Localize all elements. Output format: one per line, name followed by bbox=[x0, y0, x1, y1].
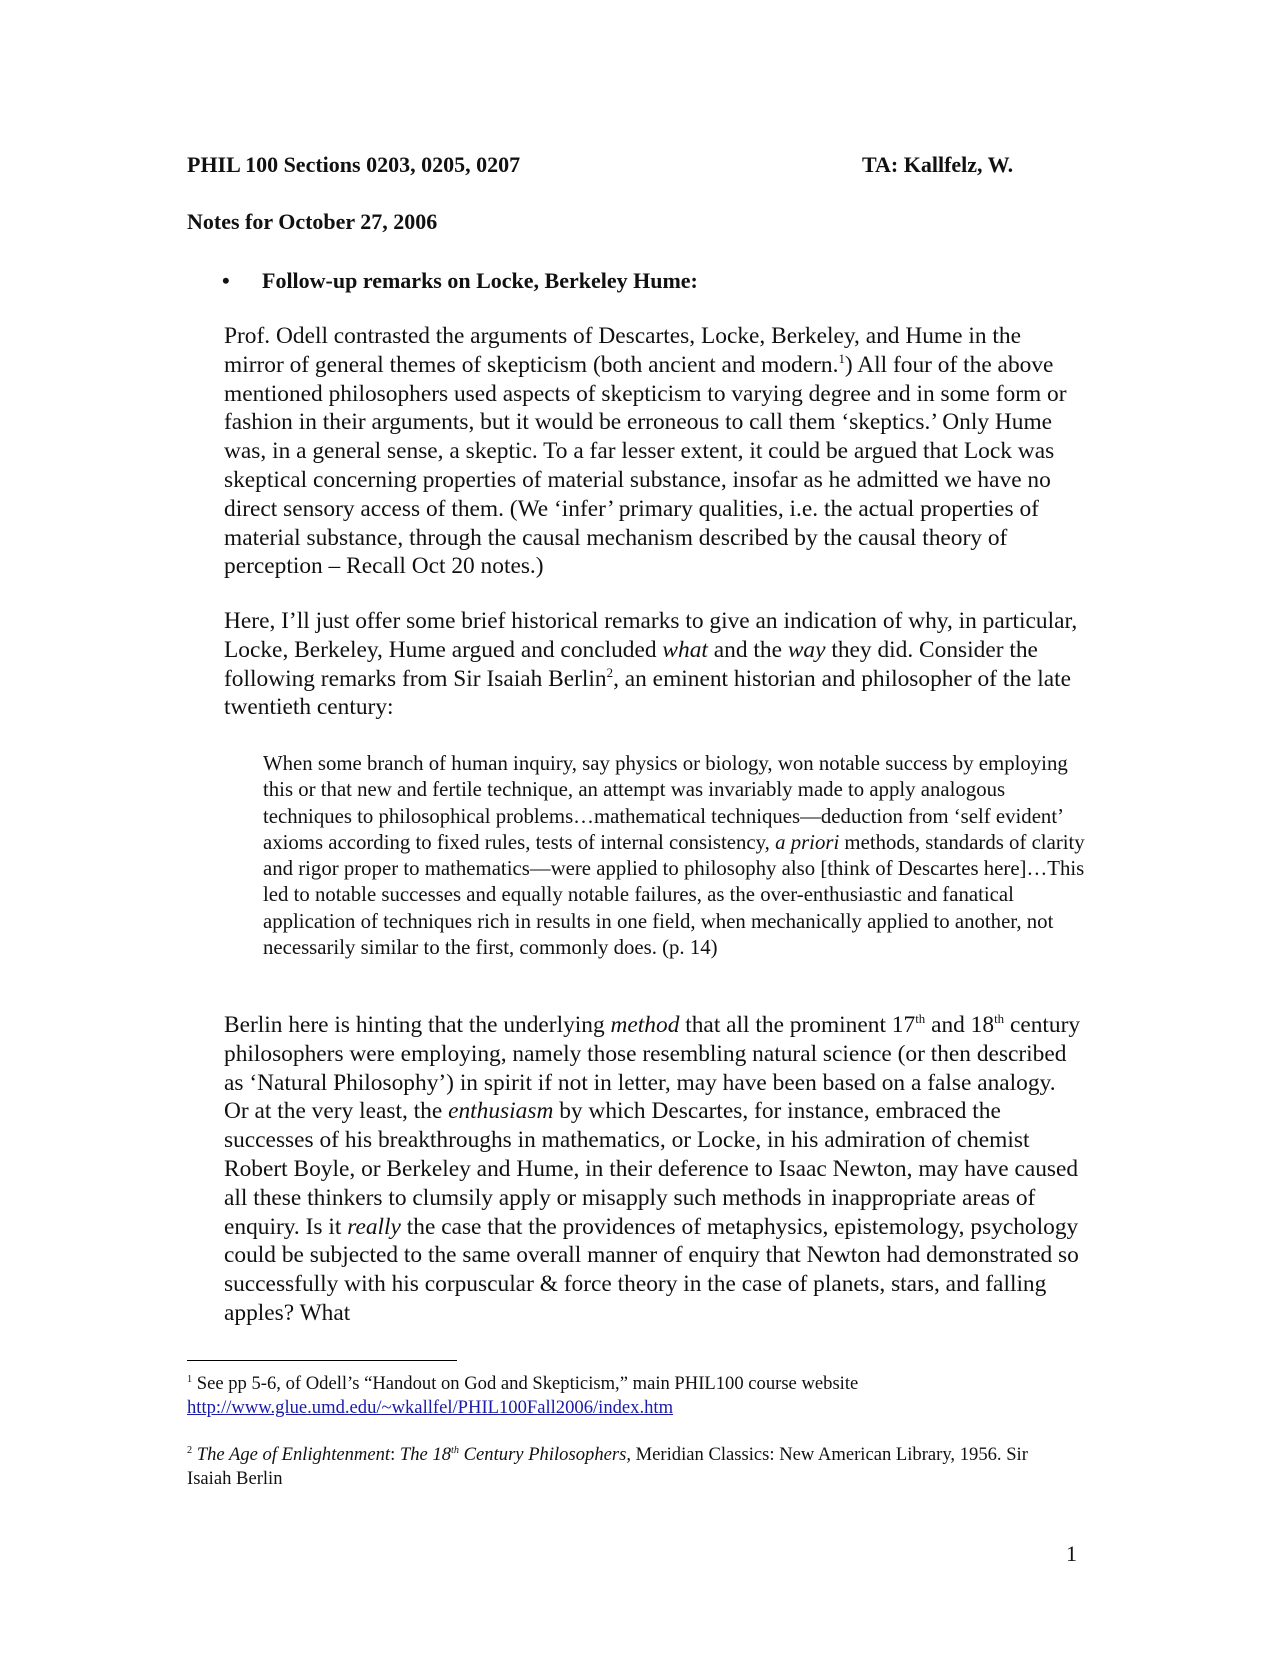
footnote-text: See pp 5-6, of Odell’s “Handout on God and Skepticism,” main PHIL100 course website bbox=[192, 1373, 859, 1394]
bullet-heading-text: Follow-up remarks on Locke, Berkeley Hume: bbox=[262, 268, 698, 293]
paragraph-text: and 18 bbox=[925, 1012, 995, 1038]
quote-text: When some branch of human inquiry, say physics or biology, won notable success by employing this or that new and fertile technique, an attempt was invariably made to apply analogous techniques to philosophical problems…mathematical techniques—deduction from ‘self evident’ axioms according to fixed rules, tests of internal consistency, bbox=[263, 752, 1068, 854]
footnote-2 bbox=[187, 1443, 1067, 1491]
paragraph-text: the case that the providences of metaphysics, epistemology, psychology could be subjected to the same overall manner of enquiry that Newton had demonstrated so successfully with his corpuscular & force theory in the case of planets, stars, and falling apples? What bbox=[224, 1213, 1079, 1326]
paragraph-text: century philosophers were employing, namely those resembling natural science (or then described as ‘Natural Philosophy’) in spirit if not in letter, may have been based on a false analogy. Or at the very least, the bbox=[224, 1012, 1081, 1125]
emphasis-text: enthusiasm bbox=[448, 1098, 554, 1125]
footnote-ref-2: 2 bbox=[606, 665, 614, 680]
footnote-divider bbox=[187, 1360, 457, 1361]
paragraph-text: Berlin here is hinting that the underlying bbox=[224, 1012, 611, 1038]
paragraph-text: Here, I’ll just offer some brief historical remarks to give an indication of why, in particular, Locke, Berkeley, Hume argued and concluded bbox=[224, 608, 1078, 663]
footnote-text: : bbox=[390, 1444, 400, 1465]
footnote-text: , Meridian Classics: New American Library, 1956. Sir Isaiah Berlin bbox=[187, 1444, 1028, 1489]
paragraph-text: that all the prominent 17 bbox=[679, 1012, 916, 1038]
emphasis-text: really bbox=[347, 1213, 401, 1240]
emphasis-text: method bbox=[610, 1012, 680, 1038]
paragraph-skepticism bbox=[224, 322, 1084, 581]
course-website-link[interactable]: http://www.glue.umd.edu/~wkallfel/PHIL100Fall2006/index.htm bbox=[187, 1397, 674, 1418]
paragraph-historical-remarks bbox=[224, 607, 1084, 722]
page-number: 1 bbox=[1066, 1541, 1077, 1566]
berlin-quote bbox=[263, 751, 1093, 961]
footnote-1 bbox=[187, 1372, 1067, 1420]
paragraph-text: ) All four of the above mentioned philosophers used aspects of skepticism to varying degree and in some form or fashion in their arguments, but it would be erroneous to call them ‘skeptics.’ Only Hume was, in a general sense, a skeptic. To a far lesser extent, it could be argued that Lock was skeptical concerning properties of material substance, insofar as he admitted we have no direct sensory access of them. (We ‘infer’ primary qualities, i.e. the actual properties of material substance, through the causal mechanism described by the causal theory of perception – Recall Oct 20 notes.) bbox=[224, 351, 1067, 580]
superscript-text: th bbox=[915, 1012, 926, 1027]
bullet-heading bbox=[222, 266, 698, 296]
paragraph-text: Prof. Odell contrasted the arguments of Descartes, Locke, Berkeley, and Hume in the mirror of general themes of skepticism (both ancient and modern. bbox=[224, 323, 1021, 378]
footnote-number: 1 bbox=[187, 1373, 193, 1385]
emphasis-text: way bbox=[787, 636, 826, 663]
paragraph-text: they did. Consider the following remarks from Sir Isaiah Berlin bbox=[224, 636, 1038, 692]
book-subtitle: The 18 bbox=[399, 1444, 452, 1465]
emphasis-text: what bbox=[662, 636, 708, 663]
paragraph-berlin-analysis bbox=[224, 1011, 1084, 1328]
book-subtitle: Century Philosophers bbox=[459, 1444, 627, 1465]
superscript-text: th bbox=[451, 1444, 459, 1456]
paragraph-text: by which Descartes, for instance, embraced the successes of his breakthroughs in mathematics, or Locke, in his admiration of chemist Robert Boyle, or Berkeley and Hume, in their deference to Isaac Newton, may have caused all these thinkers to clumsily apply or misapply such methods in inappropriate areas of enquiry. Is it bbox=[224, 1098, 1079, 1240]
teaching-assistant: TA: Kallfelz, W. bbox=[862, 152, 1014, 177]
paragraph-text: and the bbox=[707, 636, 788, 663]
footnote-number: 2 bbox=[187, 1444, 193, 1456]
footnote-ref-1: 1 bbox=[838, 352, 845, 366]
paragraph-text: , an eminent historian and philosopher of the late twentieth century: bbox=[224, 665, 1072, 721]
superscript-text: th bbox=[994, 1012, 1005, 1027]
book-title: The Age of Enlightenment bbox=[192, 1444, 391, 1465]
course-title: PHIL 100 Sections 0203, 0205, 0207 bbox=[187, 152, 521, 177]
quote-text: methods, standards of clarity and rigor proper to mathematics—were applied to philosophy also [think of Descartes here]…This led to notable successes and equally notable failures, as the over-enthusiastic and fanatical application of techniques rich in results in one field, when mechanically applied to another, not necessarily similar to the first, commonly does. (p. 14) bbox=[263, 830, 1085, 960]
bullet-icon: • bbox=[222, 268, 230, 293]
notes-date: Notes for October 27, 2006 bbox=[187, 209, 438, 234]
emphasis-text: a priori bbox=[775, 830, 840, 854]
